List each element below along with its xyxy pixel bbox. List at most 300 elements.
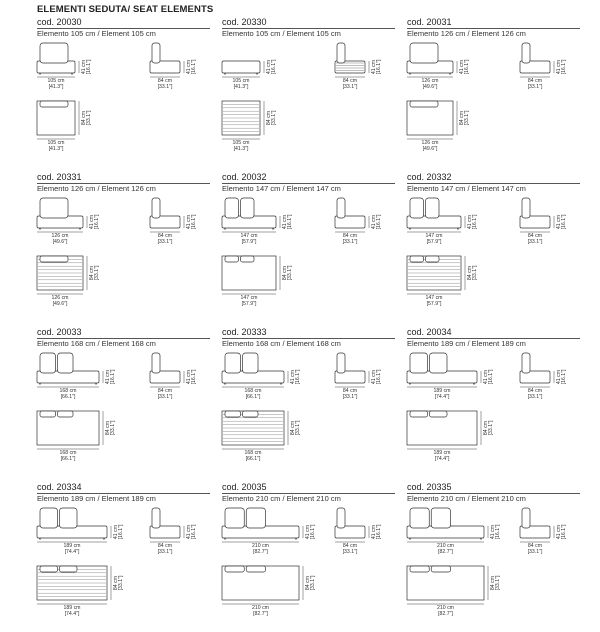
front-view — [37, 353, 116, 400]
plan-back-cushion — [40, 411, 56, 417]
height-cm-label: 41 cm — [186, 524, 192, 540]
depth-in-label: [33.1"] — [464, 110, 470, 126]
height-in-label: [16.1"] — [376, 59, 382, 75]
height-cm-label: 41 cm — [186, 214, 192, 230]
side-back — [337, 198, 345, 218]
technical-drawing — [37, 172, 210, 322]
height-in-label: [16.1"] — [495, 524, 501, 540]
width-in-label: [41.3"] — [233, 84, 249, 90]
label-element: Element — [286, 494, 315, 503]
depth-cm-label: 84 cm — [527, 388, 543, 394]
height-in-label: [16.1"] — [191, 214, 197, 230]
width-cm-en: 147 cm — [501, 184, 526, 193]
depth-cm-label: 84 cm — [483, 420, 489, 436]
technical-drawing — [37, 482, 210, 632]
back-cushion — [430, 353, 448, 373]
width-cm-it: 189 cm — [440, 339, 466, 348]
label-elemento: Elemento — [37, 494, 69, 503]
label-elemento: Elemento — [222, 184, 254, 193]
height-in-label: [16.1"] — [310, 524, 316, 540]
height-in-label: [16.1"] — [191, 524, 197, 540]
back-cushion — [431, 508, 450, 528]
plan-back-cushion — [40, 101, 68, 107]
height-cm-label: 41 cm — [467, 214, 473, 230]
width-cm-label: 126 cm — [421, 140, 439, 146]
side-view — [150, 508, 197, 555]
element-width-line: Elemento 147 cm / Element 147 cm — [407, 184, 526, 193]
width-in-label: [41.3"] — [48, 146, 64, 152]
plan-view — [222, 566, 316, 617]
width-cm-label: 210 cm — [436, 543, 455, 549]
width-cm-label: 189 cm — [63, 543, 81, 549]
element-code: cod. 20332 — [407, 172, 452, 182]
element-code: cod. 20033 — [37, 327, 82, 337]
front-view — [222, 198, 293, 245]
depth-in-label: [33.1"] — [271, 110, 277, 126]
back-cushion — [225, 353, 241, 373]
height-in-label: [16.1"] — [287, 214, 293, 230]
depth-cm-label: 84 cm — [113, 575, 119, 591]
height-in-label: [16.1"] — [110, 369, 116, 385]
width-in-label: [57.9"] — [426, 239, 442, 245]
width-cm-label: 126 cm — [421, 78, 439, 84]
depth-in-label: [33.1"] — [94, 265, 100, 281]
width-in-label: [74.4"] — [64, 549, 80, 555]
front-view — [37, 198, 100, 245]
front-view — [37, 508, 124, 555]
width-in-label: [49.6"] — [52, 301, 68, 307]
back-cushion — [58, 353, 74, 373]
height-cm-label: 41 cm — [556, 369, 562, 385]
front-view — [222, 508, 316, 555]
side-back — [152, 353, 160, 373]
height-in-label: [16.1"] — [488, 369, 494, 385]
side-back — [152, 43, 160, 63]
depth-cm-label: 84 cm — [157, 388, 173, 394]
element-code: cod. 20031 — [407, 17, 452, 27]
plan-back-cushion — [431, 566, 450, 572]
height-in-label: [16.1"] — [271, 59, 277, 75]
element-width-line: Elemento 126 cm / Element 126 cm — [407, 29, 526, 38]
label-element: Element — [471, 29, 500, 38]
element-code: cod. 20330 — [222, 17, 267, 27]
height-cm-label: 41 cm — [186, 59, 192, 75]
front-view — [37, 43, 92, 90]
height-cm-label: 41 cm — [290, 369, 296, 385]
seat-element-card — [407, 17, 580, 167]
page-title: ELEMENTI SEDUTA/ SEAT ELEMENTS — [37, 4, 214, 15]
back-cushion — [410, 198, 424, 218]
width-cm-it: 105 cm — [255, 29, 281, 38]
width-cm-label: 210 cm — [251, 543, 270, 549]
element-code: cod. 20030 — [37, 17, 82, 27]
label-elemento: Elemento — [407, 339, 439, 348]
label-element: Element — [101, 339, 130, 348]
width-cm-label: 147 cm — [425, 233, 443, 239]
plan-back-cushion — [225, 566, 244, 572]
depth-in-label: [33.1"] — [527, 549, 543, 555]
back-cushion — [60, 508, 78, 528]
back-cushion — [40, 508, 58, 528]
width-cm-it: 147 cm — [255, 184, 281, 193]
width-in-label: [41.3"] — [48, 84, 64, 90]
front-view — [407, 353, 494, 400]
depth-in-label: [33.1"] — [287, 265, 293, 281]
depth-in-label: [33.1"] — [157, 84, 173, 90]
plan-view — [37, 101, 92, 152]
width-cm-it: 168 cm — [70, 339, 96, 348]
height-in-label: [16.1"] — [561, 214, 567, 230]
width-cm-it: 105 cm — [70, 29, 96, 38]
depth-in-label: [33.1"] — [110, 420, 116, 436]
element-width-line: Elemento 210 cm / Element 210 cm — [407, 494, 526, 503]
side-view — [520, 43, 567, 90]
back-cushion — [410, 353, 428, 373]
plan-back-cushion — [430, 411, 448, 417]
label-elemento: Elemento — [407, 184, 439, 193]
width-cm-en: 105 cm — [131, 29, 156, 38]
technical-drawing — [407, 327, 580, 477]
plan-back-cushion — [410, 256, 424, 262]
height-in-label: [16.1"] — [464, 59, 470, 75]
depth-in-label: [33.1"] — [527, 239, 543, 245]
width-cm-it: 126 cm — [440, 29, 466, 38]
front-view — [407, 198, 478, 245]
width-cm-label: 147 cm — [240, 295, 258, 301]
width-in-label: [66.1"] — [245, 456, 261, 462]
plan-back-cushion — [246, 566, 265, 572]
depth-cm-label: 84 cm — [89, 265, 95, 281]
depth-in-label: [33.1"] — [157, 394, 173, 400]
height-cm-label: 41 cm — [81, 59, 87, 75]
depth-in-label: [33.1"] — [488, 420, 494, 436]
depth-cm-label: 84 cm — [467, 265, 473, 281]
label-elemento: Elemento — [407, 494, 439, 503]
plan-back-cushion — [410, 101, 438, 107]
side-view — [335, 353, 382, 400]
height-cm-label: 41 cm — [490, 524, 496, 540]
depth-in-label: [33.1"] — [495, 575, 501, 591]
side-view — [150, 43, 197, 90]
depth-cm-label: 84 cm — [342, 543, 358, 549]
depth-cm-label: 84 cm — [459, 110, 465, 126]
width-cm-label: 147 cm — [240, 233, 258, 239]
depth-in-label: [33.1"] — [527, 394, 543, 400]
side-back — [337, 508, 345, 528]
technical-drawing — [407, 172, 580, 322]
width-in-label: [82.7"] — [253, 549, 268, 555]
height-cm-label: 41 cm — [371, 214, 377, 230]
height-cm-label: 41 cm — [371, 369, 377, 385]
back-cushion — [410, 508, 429, 528]
height-in-label: [16.1"] — [94, 214, 100, 230]
plan-back-cushion — [225, 411, 241, 417]
depth-in-label: [33.1"] — [342, 84, 358, 90]
depth-cm-label: 84 cm — [266, 110, 272, 126]
width-in-label: [74.4"] — [434, 394, 450, 400]
depth-cm-label: 84 cm — [105, 420, 111, 436]
width-in-label: [82.7"] — [253, 611, 268, 617]
plan-view — [222, 411, 301, 462]
height-in-label: [16.1"] — [86, 59, 92, 75]
width-cm-en: 126 cm — [501, 29, 526, 38]
seat-element-card — [222, 327, 395, 477]
plan-view — [37, 566, 124, 617]
label-element: Element — [471, 184, 500, 193]
side-view — [520, 508, 567, 555]
back-cushion — [410, 43, 438, 63]
label-elemento: Elemento — [222, 339, 254, 348]
width-cm-en: 168 cm — [316, 339, 341, 348]
plan-view — [37, 411, 116, 462]
width-cm-en: 189 cm — [501, 339, 526, 348]
width-cm-label: 105 cm — [232, 140, 250, 146]
back-cushion — [241, 198, 255, 218]
width-in-label: [82.7"] — [438, 549, 453, 555]
width-in-label: [49.6"] — [422, 146, 438, 152]
depth-cm-label: 84 cm — [527, 233, 543, 239]
side-view — [150, 353, 197, 400]
side-view — [150, 198, 197, 245]
width-cm-en: 126 cm — [131, 184, 156, 193]
technical-drawing — [222, 482, 395, 632]
plan-view — [407, 101, 470, 152]
width-cm-en: 210 cm — [316, 494, 341, 503]
width-cm-en: 189 cm — [131, 494, 156, 503]
width-cm-label: 168 cm — [59, 450, 77, 456]
label-element: Element — [101, 29, 130, 38]
element-code: cod. 20333 — [222, 327, 267, 337]
depth-cm-label: 84 cm — [157, 233, 173, 239]
depth-cm-label: 84 cm — [282, 265, 288, 281]
technical-drawing — [37, 327, 210, 477]
front-view — [407, 43, 470, 90]
side-back — [152, 198, 160, 218]
width-cm-label: 189 cm — [63, 605, 81, 611]
height-cm-label: 41 cm — [105, 369, 111, 385]
seat-element-card — [407, 482, 580, 632]
label-element: Element — [471, 339, 500, 348]
width-cm-it: 168 cm — [255, 339, 281, 348]
technical-drawing — [222, 327, 395, 477]
label-elemento: Elemento — [37, 184, 69, 193]
seat-element-card — [37, 482, 210, 632]
seat-element-card — [222, 172, 395, 322]
height-cm-label: 41 cm — [282, 214, 288, 230]
width-in-label: [66.1"] — [60, 456, 76, 462]
height-cm-label: 41 cm — [89, 214, 95, 230]
seat-element-card — [37, 17, 210, 167]
width-cm-label: 105 cm — [47, 140, 65, 146]
width-cm-label: 168 cm — [244, 450, 262, 456]
seat-element-card — [407, 327, 580, 477]
width-in-label: [82.7"] — [438, 611, 453, 617]
width-in-label: [74.4"] — [64, 611, 80, 617]
label-elemento: Elemento — [37, 29, 69, 38]
height-cm-label: 41 cm — [186, 369, 192, 385]
label-element: Element — [471, 494, 500, 503]
width-cm-it: 126 cm — [70, 184, 96, 193]
front-view — [222, 59, 277, 90]
depth-cm-label: 84 cm — [342, 388, 358, 394]
height-cm-label: 41 cm — [305, 524, 311, 540]
element-width-line: Elemento 105 cm / Element 105 cm — [37, 29, 156, 38]
width-cm-label: 126 cm — [51, 233, 69, 239]
element-width-line: Elemento 168 cm / Element 168 cm — [37, 339, 156, 348]
technical-drawing — [222, 17, 395, 167]
back-cushion — [40, 198, 68, 218]
element-code: cod. 20335 — [407, 482, 452, 492]
depth-in-label: [33.1"] — [86, 110, 92, 126]
element-width-line: Elemento 105 cm / Element 105 cm — [222, 29, 341, 38]
height-cm-label: 41 cm — [483, 369, 489, 385]
width-in-label: [49.6"] — [422, 84, 438, 90]
depth-in-label: [33.1"] — [310, 575, 316, 591]
width-cm-label: 105 cm — [232, 78, 250, 84]
element-width-line: Elemento 147 cm / Element 147 cm — [222, 184, 341, 193]
depth-cm-label: 84 cm — [527, 543, 543, 549]
height-in-label: [16.1"] — [561, 59, 567, 75]
height-cm-label: 41 cm — [371, 524, 377, 540]
height-in-label: [16.1"] — [191, 59, 197, 75]
depth-cm-label: 84 cm — [342, 233, 358, 239]
height-cm-label: 41 cm — [459, 59, 465, 75]
side-back — [522, 198, 530, 218]
width-cm-label: 168 cm — [244, 388, 262, 394]
width-cm-label: 189 cm — [433, 388, 451, 394]
height-in-label: [16.1"] — [295, 369, 301, 385]
side-view — [520, 353, 567, 400]
width-in-label: [66.1"] — [60, 394, 76, 400]
back-cushion — [40, 43, 68, 63]
label-element: Element — [101, 184, 130, 193]
width-in-label: [49.6"] — [52, 239, 68, 245]
back-cushion — [243, 353, 259, 373]
plan-back-cushion — [426, 256, 440, 262]
width-cm-label: 189 cm — [433, 450, 451, 456]
label-element: Element — [286, 184, 315, 193]
width-in-label: [57.9"] — [241, 301, 257, 307]
element-code: cod. 20035 — [222, 482, 267, 492]
plan-back-cushion — [241, 256, 255, 262]
width-in-label: [41.3"] — [233, 146, 249, 152]
element-width-line: Elemento 210 cm / Element 210 cm — [222, 494, 341, 503]
side-back — [522, 508, 530, 528]
plan-back-cushion — [225, 256, 239, 262]
width-cm-en: 168 cm — [131, 339, 156, 348]
plan-view — [407, 566, 501, 617]
height-in-label: [16.1"] — [118, 524, 124, 540]
side-view — [335, 508, 382, 555]
technical-drawing — [37, 17, 210, 167]
element-code: cod. 20032 — [222, 172, 267, 182]
width-cm-it: 210 cm — [255, 494, 281, 503]
depth-in-label: [33.1"] — [527, 84, 543, 90]
label-elemento: Elemento — [37, 339, 69, 348]
element-code: cod. 20331 — [37, 172, 82, 182]
back-cushion — [225, 508, 244, 528]
height-in-label: [16.1"] — [376, 524, 382, 540]
height-in-label: [16.1"] — [561, 524, 567, 540]
plan-view — [222, 256, 293, 307]
element-width-line: Elemento 189 cm / Element 189 cm — [37, 494, 156, 503]
plan-view — [37, 256, 100, 307]
plan-back-cushion — [40, 566, 58, 572]
side-back — [522, 353, 530, 373]
width-cm-label: 126 cm — [51, 295, 69, 301]
back-cushion — [225, 198, 239, 218]
label-element: Element — [101, 494, 130, 503]
depth-in-label: [33.1"] — [157, 549, 173, 555]
depth-in-label: [33.1"] — [472, 265, 478, 281]
height-cm-label: 41 cm — [556, 524, 562, 540]
height-in-label: [16.1"] — [376, 214, 382, 230]
width-cm-en: 105 cm — [316, 29, 341, 38]
height-cm-label: 41 cm — [266, 59, 272, 75]
plan-view — [222, 101, 277, 152]
plan-back-cushion — [60, 566, 78, 572]
seat-element-card — [222, 482, 395, 632]
width-cm-label: 105 cm — [47, 78, 65, 84]
label-element: Element — [286, 339, 315, 348]
depth-in-label: [33.1"] — [157, 239, 173, 245]
seat-element-card — [37, 327, 210, 477]
width-in-label: [57.9"] — [241, 239, 257, 245]
depth-cm-label: 84 cm — [81, 110, 87, 126]
height-cm-label: 41 cm — [113, 524, 119, 540]
technical-drawing — [407, 17, 580, 167]
depth-in-label: [33.1"] — [342, 549, 358, 555]
width-in-label: [57.9"] — [426, 301, 442, 307]
width-cm-it: 210 cm — [440, 494, 466, 503]
width-cm-label: 210 cm — [251, 605, 270, 611]
element-width-line: Elemento 126 cm / Element 126 cm — [37, 184, 156, 193]
plan-back-cushion — [410, 566, 429, 572]
label-elemento: Elemento — [407, 29, 439, 38]
width-cm-label: 168 cm — [59, 388, 77, 394]
width-cm-label: 147 cm — [425, 295, 443, 301]
plan-back-cushion — [243, 411, 259, 417]
side-view — [335, 198, 382, 245]
height-cm-label: 41 cm — [556, 214, 562, 230]
side-back — [337, 43, 345, 63]
side-back — [522, 43, 530, 63]
technical-drawing — [407, 482, 580, 632]
depth-in-label: [33.1"] — [295, 420, 301, 436]
depth-cm-label: 84 cm — [342, 78, 358, 84]
side-view — [335, 43, 382, 90]
seat-element-card — [222, 17, 395, 167]
width-cm-it: 147 cm — [440, 184, 466, 193]
plan-view — [407, 256, 478, 307]
height-in-label: [16.1"] — [376, 369, 382, 385]
back-cushion — [426, 198, 440, 218]
height-in-label: [16.1"] — [472, 214, 478, 230]
plan-back-cushion — [40, 256, 68, 262]
width-in-label: [74.4"] — [434, 456, 450, 462]
side-view — [520, 198, 567, 245]
width-cm-label: 210 cm — [436, 605, 455, 611]
width-cm-en: 210 cm — [501, 494, 526, 503]
technical-drawing — [222, 172, 395, 322]
side-back — [337, 353, 345, 373]
element-code: cod. 20034 — [407, 327, 452, 337]
depth-in-label: [33.1"] — [342, 394, 358, 400]
element-code: cod. 20334 — [37, 482, 82, 492]
height-cm-label: 41 cm — [556, 59, 562, 75]
side-back — [152, 508, 160, 528]
label-element: Element — [286, 29, 315, 38]
